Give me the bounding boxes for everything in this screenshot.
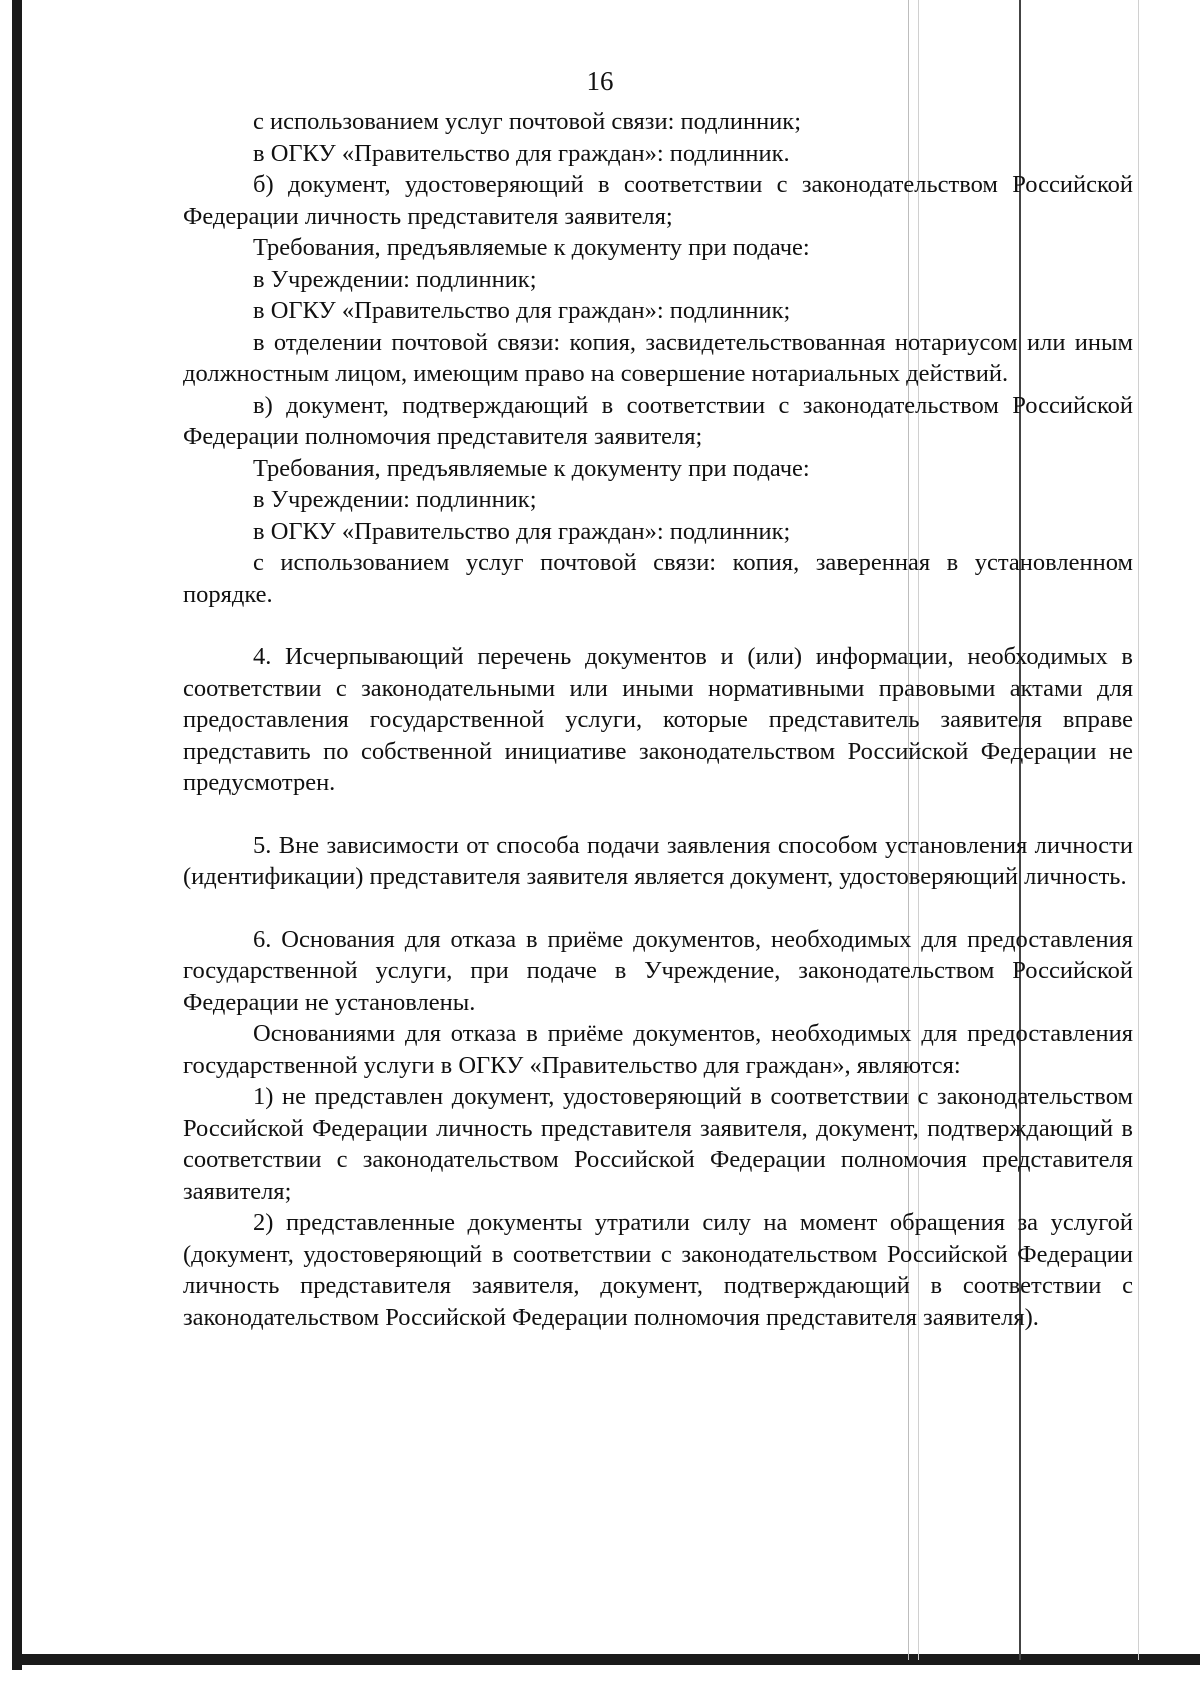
document-body	[183, 106, 1133, 1333]
page-number: 16	[586, 66, 614, 96]
paragraph: в) документ, подтверждающий в соответствии с законодательством Российской Федерации полномочия представителя заявителя;	[183, 391, 1133, 450]
paragraph: Требования, предъявляемые к документу при подаче:	[253, 454, 810, 482]
paragraph: с использованием услуг почтовой связи: копия, заверенная в установленном порядке.	[183, 549, 1133, 608]
paragraph: в Учреждении: подлинник;	[253, 486, 537, 513]
paragraph: в ОГКУ «Правительство для граждан»: подлинник;	[253, 517, 791, 545]
paragraph: с использованием услуг почтовой связи: подлинник;	[253, 108, 802, 135]
paragraph: 2) представленные документы утратили силу на момент обращения за услугой (документ, удостоверяющий в соответствии с законодательством Российской Федерации личность представителя заявителя, документ, подтверждающий в соответствии с законодательством Российской Федерации полномочия представителя заявителя).	[183, 1209, 1133, 1331]
paragraph: в ОГКУ «Правительство для граждан»: подлинник;	[253, 297, 791, 324]
paragraph: 5. Вне зависимости от способа подачи заявления способом установления личности (идентификации) представителя заявителя является документ, удостоверяющий личность.	[183, 831, 1133, 890]
paragraph: в ОГКУ «Правительство для граждан»: подлинник.	[253, 139, 790, 167]
paragraph: 1) не представлен документ, удостоверяющий в соответствии с законодательством Российской Федерации личность представителя заявителя, документ, подтверждающий в соответствии с законодательством Российской Федерации полномочия представителя заявителя;	[183, 1083, 1133, 1205]
paragraph: б) документ, удостоверяющий в соответствии с законодательством Российской Федерации личность представителя заявителя;	[183, 171, 1133, 230]
paragraph: 6. Основания для отказа в приёме документов, необходимых для предоставления государственной услуги, при подаче в Учреждение, законодательством Российской Федерации не установлены.	[183, 925, 1133, 1016]
scan-left-border	[12, 0, 22, 1670]
paragraph: Основаниями для отказа в приёме документов, необходимых для предоставления государственной услуги в ОГКУ «Правительство для граждан», являются:	[183, 1020, 1133, 1079]
paragraph: в Учреждении: подлинник;	[253, 265, 537, 293]
paragraph: Требования, предъявляемые к документу при подаче:	[253, 234, 810, 261]
paragraph: в отделении почтовой связи: копия, засвидетельствованная нотариусом или иным должностным лицом, имеющим право на совершение нотариальных действий.	[183, 328, 1133, 387]
scan-bottom-border	[20, 1654, 1200, 1665]
scan-artifact-line	[1138, 0, 1139, 1660]
paragraph: 4. Исчерпывающий перечень документов и (или) информации, необходимых в соответствии с законодательными или иными нормативными правовыми актами для предоставления государственной услуги, которые представитель заявителя вправе представить по собственной инициативе законодательством Российской Федерации не предусмотрен.	[183, 643, 1133, 796]
